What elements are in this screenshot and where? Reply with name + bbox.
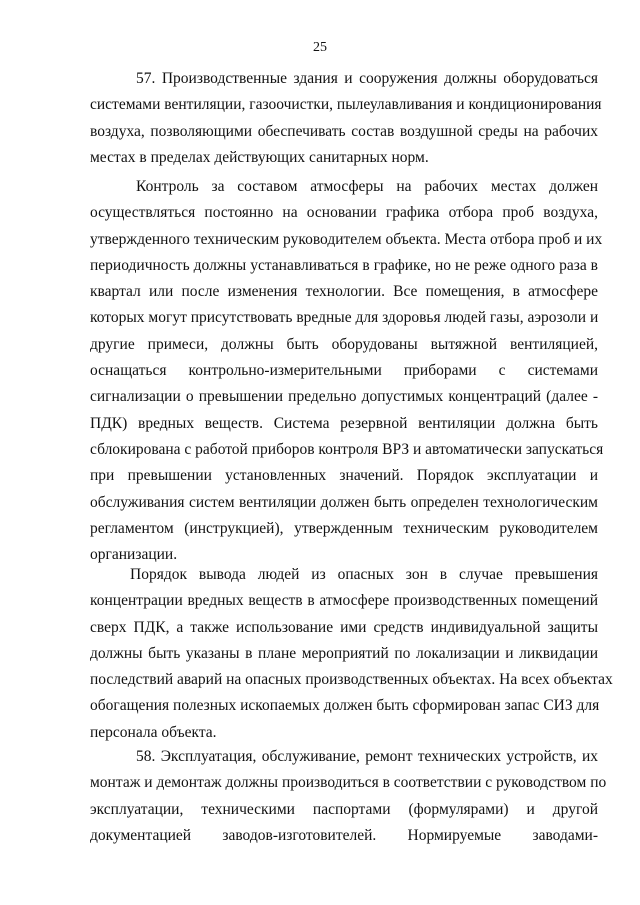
text-line: сблокирована с работой приборов контроля ВРЗ и автоматически запускаться (90, 440, 604, 458)
text-line: оснащаться контрольно-измерительными приборами с системами (90, 362, 598, 380)
text-line: осуществляться постоянно на основании графика отбора проб воздуха, (90, 204, 598, 222)
text-line: организации. (90, 546, 178, 564)
text-line: утвержденного техническим руководителем объекта. Места отбора проб и их (90, 230, 603, 248)
paragraph-57 (90, 66, 602, 171)
text-line: при превышении установленных значений. Порядок эксплуатации и (90, 467, 598, 485)
text-line: воздуха, позволяющими обеспечивать состав воздушной среды на рабочих (90, 122, 598, 140)
page-number: 25 (313, 40, 327, 55)
paragraph-evacuation (90, 562, 613, 746)
text-line: должны быть указаны в плане мероприятий по локализации и ликвидации (90, 644, 598, 662)
text-line: Порядок вывода людей из опасных зон в случае превышения (130, 566, 598, 583)
text-line: местах в пределах действующих санитарных норм. (90, 148, 429, 166)
text-line: эксплуатации, техническими паспортами (формулярами) и другой (90, 800, 598, 818)
text-line: обогащения полезных ископаемых должен быть сформирован запас СИЗ для (90, 697, 600, 715)
text-line: 58. Эксплуатация, обслуживание, ремонт технических устройств, их (136, 748, 598, 765)
paragraph-air-control (90, 174, 604, 568)
text-line: сигнализации о превышении предельно допустимых концентраций (далее - (90, 388, 598, 406)
text-line: документацией заводов-изготовителей. Нормируемые заводами- (90, 826, 598, 844)
text-line: квартал или после изменения технологии. Все помещения, в атмосфере (90, 283, 598, 301)
text-line: периодичность должны устанавливаться в графике, но не реже одного раза в (90, 256, 598, 274)
text-line: 57. Производственные здания и сооружения должны оборудоваться (136, 70, 598, 87)
text-line: последствий аварий на опасных производственных объектах. На всех объектах (90, 671, 613, 689)
text-line: концентрации вредных веществ в атмосфере производственных помещений (90, 592, 598, 610)
text-line: системами вентиляции, газоочистки, пылеулавливания и кондиционирования (90, 96, 602, 114)
text-line: монтаж и демонтаж должны производиться в соответствии с руководством по (90, 774, 607, 792)
text-line: регламентом (инструкцией), утвержденным техническим руководителем (90, 519, 598, 537)
text-line: ПДК) вредных веществ. Система резервной вентиляции должна быть (90, 414, 598, 432)
paragraph-58 (90, 744, 607, 849)
text-line: которых могут присутствовать вредные для здоровья людей газы, аэрозоли и (90, 309, 599, 327)
text-line: Контроль за составом атмосферы на рабочих местах должен (136, 178, 598, 195)
text-line: сверх ПДК, а также использование ими средств индивидуальной защиты (90, 618, 598, 636)
text-line: другие примеси, должны быть оборудованы вытяжной вентиляцией, (90, 335, 598, 353)
text-line: обслуживания систем вентиляции должен быть определен технологическим (90, 493, 598, 511)
text-line: персонала объекта. (90, 723, 217, 741)
